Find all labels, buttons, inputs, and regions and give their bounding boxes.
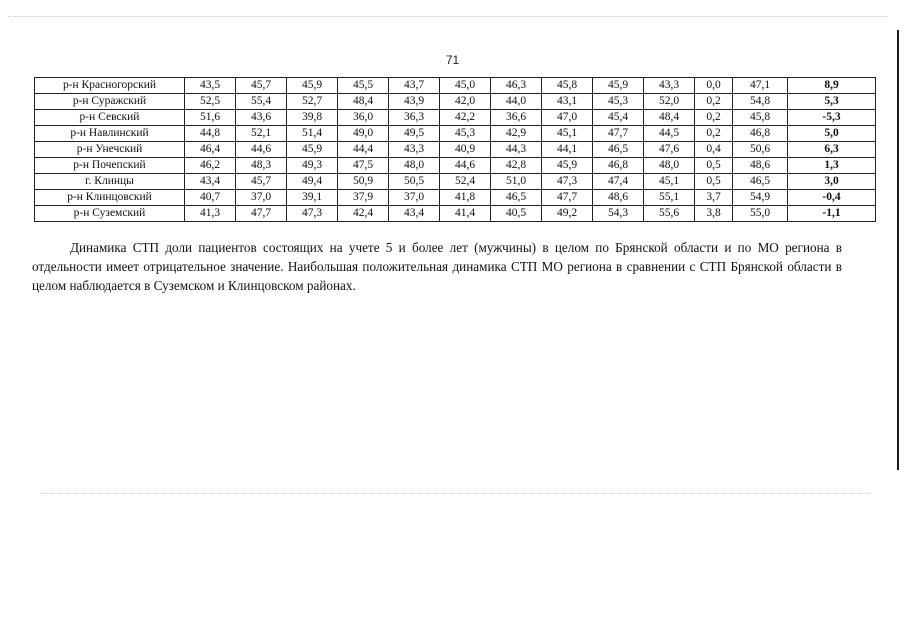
value-cell: 44,6 (440, 158, 491, 174)
value-cell: 37,9 (338, 190, 389, 206)
value-cell: 45,4 (593, 110, 644, 126)
value-cell: 0,2 (695, 110, 733, 126)
value-cell: 51,6 (185, 110, 236, 126)
value-cell: 44,1 (542, 142, 593, 158)
value-cell: 44,8 (185, 126, 236, 142)
value-cell: 0,5 (695, 174, 733, 190)
value-cell: 52,1 (236, 126, 287, 142)
value-cell: 41,3 (185, 206, 236, 222)
dynamics-cell: 6,3 (788, 142, 876, 158)
value-cell: 55,1 (644, 190, 695, 206)
value-cell: 45,3 (440, 126, 491, 142)
value-cell: 43,5 (185, 78, 236, 94)
value-cell: 52,7 (287, 94, 338, 110)
value-cell: 45,3 (593, 94, 644, 110)
value-cell: 45,9 (287, 142, 338, 158)
table-row (35, 174, 876, 190)
value-cell: 45,8 (733, 110, 788, 126)
data-table (34, 77, 876, 222)
table-row (35, 190, 876, 206)
value-cell: 36,0 (338, 110, 389, 126)
table-row (35, 158, 876, 174)
dynamics-cell: 5,3 (788, 94, 876, 110)
value-cell: 47,5 (338, 158, 389, 174)
value-cell: 44,5 (644, 126, 695, 142)
value-cell: 55,0 (733, 206, 788, 222)
value-cell: 55,6 (644, 206, 695, 222)
value-cell: 45,7 (236, 174, 287, 190)
value-cell: 46,2 (185, 158, 236, 174)
value-cell: 45,9 (287, 78, 338, 94)
region-cell: р-н Навлинский (35, 126, 185, 142)
value-cell: 50,9 (338, 174, 389, 190)
value-cell: 42,4 (338, 206, 389, 222)
value-cell: 45,7 (236, 78, 287, 94)
value-cell: 0,0 (695, 78, 733, 94)
value-cell: 48,6 (733, 158, 788, 174)
dynamics-cell: -1,1 (788, 206, 876, 222)
value-cell: 44,4 (338, 142, 389, 158)
value-cell: 39,1 (287, 190, 338, 206)
value-cell: 46,8 (733, 126, 788, 142)
value-cell: 46,3 (491, 78, 542, 94)
value-cell: 46,5 (593, 142, 644, 158)
dynamics-cell: 8,9 (788, 78, 876, 94)
value-cell: 0,5 (695, 158, 733, 174)
value-cell: 47,7 (236, 206, 287, 222)
value-cell: 48,4 (338, 94, 389, 110)
value-cell: 41,4 (440, 206, 491, 222)
value-cell: 45,9 (593, 78, 644, 94)
region-cell: р-н Красногорский (35, 78, 185, 94)
value-cell: 47,3 (287, 206, 338, 222)
value-cell: 46,5 (733, 174, 788, 190)
value-cell: 43,7 (389, 78, 440, 94)
value-cell: 47,7 (542, 190, 593, 206)
region-cell: р-н Суземский (35, 206, 185, 222)
value-cell: 50,5 (389, 174, 440, 190)
scan-noise-top (8, 16, 888, 18)
dynamics-cell: -0,4 (788, 190, 876, 206)
value-cell: 54,9 (733, 190, 788, 206)
value-cell: 47,6 (644, 142, 695, 158)
value-cell: 43,6 (236, 110, 287, 126)
region-cell: р-н Почепский (35, 158, 185, 174)
table-row (35, 206, 876, 222)
value-cell: 51,4 (287, 126, 338, 142)
value-cell: 0,2 (695, 126, 733, 142)
value-cell: 3,8 (695, 206, 733, 222)
table-row (35, 126, 876, 142)
value-cell: 44,3 (491, 142, 542, 158)
value-cell: 0,4 (695, 142, 733, 158)
value-cell: 36,3 (389, 110, 440, 126)
value-cell: 47,7 (593, 126, 644, 142)
page-number: 71 (445, 53, 460, 67)
table-row (35, 142, 876, 158)
value-cell: 47,1 (733, 78, 788, 94)
value-cell: 47,0 (542, 110, 593, 126)
value-cell: 54,8 (733, 94, 788, 110)
value-cell: 42,9 (491, 126, 542, 142)
value-cell: 48,0 (644, 158, 695, 174)
value-cell: 36,6 (491, 110, 542, 126)
dynamics-cell: 5,0 (788, 126, 876, 142)
region-cell: р-н Клинцовский (35, 190, 185, 206)
value-cell: 55,4 (236, 94, 287, 110)
value-cell: 46,5 (491, 190, 542, 206)
value-cell: 39,8 (287, 110, 338, 126)
value-cell: 50,6 (733, 142, 788, 158)
value-cell: 44,6 (236, 142, 287, 158)
value-cell: 37,0 (389, 190, 440, 206)
value-cell: 41,8 (440, 190, 491, 206)
value-cell: 51,0 (491, 174, 542, 190)
dynamics-cell: 1,3 (788, 158, 876, 174)
region-cell: р-н Суражский (35, 94, 185, 110)
value-cell: 40,5 (491, 206, 542, 222)
value-cell: 40,9 (440, 142, 491, 158)
value-cell: 45,5 (338, 78, 389, 94)
value-cell: 54,3 (593, 206, 644, 222)
table-row (35, 110, 876, 126)
body-paragraph: Динамика СТП доли пациентов состоящих на учете 5 и более лет (мужчины) в целом по Брянской области и по МО региона в отдельности имеет отрицательное значение. Наибольшая положительная динамика СТП МО региона в сравнении с СТП Брянской области в целом наблюдается в Суземском и Клинцовском районах. (32, 240, 842, 293)
value-cell: 43,1 (542, 94, 593, 110)
value-cell: 49,5 (389, 126, 440, 142)
value-cell: 0,2 (695, 94, 733, 110)
value-cell: 37,0 (236, 190, 287, 206)
table-row (35, 94, 876, 110)
value-cell: 45,1 (644, 174, 695, 190)
region-cell: р-н Севский (35, 110, 185, 126)
value-cell: 52,5 (185, 94, 236, 110)
value-cell: 49,2 (542, 206, 593, 222)
value-cell: 48,3 (236, 158, 287, 174)
value-cell: 3,7 (695, 190, 733, 206)
value-cell: 46,4 (185, 142, 236, 158)
value-cell: 48,4 (644, 110, 695, 126)
value-cell: 43,4 (185, 174, 236, 190)
value-cell: 43,4 (389, 206, 440, 222)
value-cell: 47,3 (542, 174, 593, 190)
dynamics-cell: -5,3 (788, 110, 876, 126)
region-cell: г. Клинцы (35, 174, 185, 190)
value-cell: 46,8 (593, 158, 644, 174)
dynamics-cell: 3,0 (788, 174, 876, 190)
value-cell: 44,0 (491, 94, 542, 110)
value-cell: 43,9 (389, 94, 440, 110)
table-body (35, 78, 876, 222)
value-cell: 52,0 (644, 94, 695, 110)
value-cell: 49,4 (287, 174, 338, 190)
scan-noise-bottom (40, 493, 870, 495)
value-cell: 45,9 (542, 158, 593, 174)
table-row (35, 78, 876, 94)
value-cell: 47,4 (593, 174, 644, 190)
value-cell: 43,3 (389, 142, 440, 158)
value-cell: 49,3 (287, 158, 338, 174)
value-cell: 42,2 (440, 110, 491, 126)
value-cell: 45,0 (440, 78, 491, 94)
value-cell: 45,8 (542, 78, 593, 94)
value-cell: 49,0 (338, 126, 389, 142)
value-cell: 52,4 (440, 174, 491, 190)
region-cell: р-н Унечский (35, 142, 185, 158)
value-cell: 42,8 (491, 158, 542, 174)
value-cell: 48,6 (593, 190, 644, 206)
value-cell: 48,0 (389, 158, 440, 174)
value-cell: 42,0 (440, 94, 491, 110)
value-cell: 43,3 (644, 78, 695, 94)
scan-edge-line (897, 30, 899, 470)
value-cell: 45,1 (542, 126, 593, 142)
value-cell: 40,7 (185, 190, 236, 206)
